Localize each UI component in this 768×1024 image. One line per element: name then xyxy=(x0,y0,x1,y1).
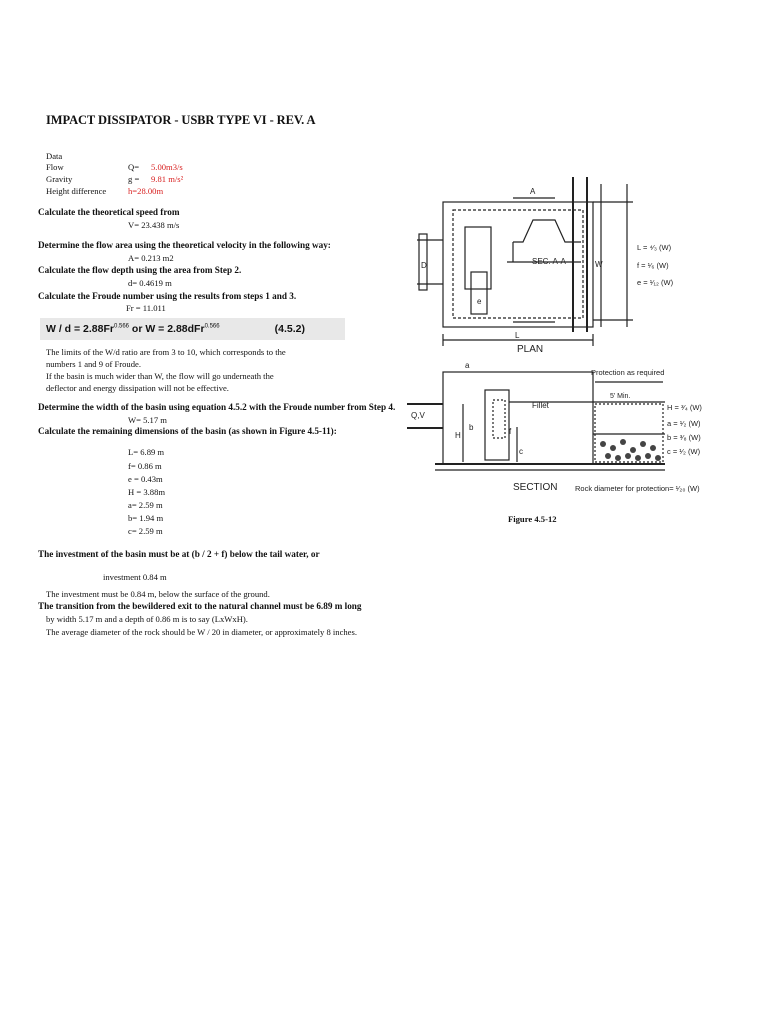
step2-heading: Determine the flow area using the theoretical velocity in the following way: xyxy=(38,240,331,250)
label-e-ratio: e = ¹⁄₁₂ (W) xyxy=(637,278,674,287)
step3-result: d= 0.4619 m xyxy=(128,278,172,288)
dim-l: L= 6.89 m xyxy=(128,447,165,457)
flow-label: Flow xyxy=(46,162,64,172)
gravity-value: 9.81 m/s² xyxy=(151,174,184,184)
figure-caption: Figure 4.5-12 xyxy=(508,514,557,524)
label-c: c xyxy=(519,447,523,456)
step5-result: W= 5.17 m xyxy=(128,415,167,425)
closing-line: The investment must be 0.84 m, below the surface of the ground. xyxy=(46,589,270,599)
label-b-ratio: b = ³⁄₈ (W) xyxy=(667,433,701,442)
gravity-label: Gravity xyxy=(46,174,73,184)
label-e: e xyxy=(477,297,482,306)
label-a-lower: a xyxy=(465,361,470,370)
height-label: Height difference xyxy=(46,186,107,196)
note-line: If the basin is much wider than W, the flow will go underneath the xyxy=(46,371,274,381)
closing-line: The transition from the bewildered exit to the natural channel must be 6.89 m long xyxy=(38,601,362,611)
label-c-ratio: c = ¹⁄₂ (W) xyxy=(667,447,701,456)
label-l-ratio: L = ⁴⁄₃ (W) xyxy=(637,243,672,252)
gravity-symbol: g = xyxy=(128,174,140,184)
dim-f: f= 0.86 m xyxy=(128,461,162,471)
step2-result: A= 0.213 m2 xyxy=(128,253,174,263)
formula-equation: $W / d = 2.88Fr^{0.566}$ or W = 2.88dFr$^{0.566}$ (4.5.2) xyxy=(40,318,345,340)
figure-drawing xyxy=(405,172,710,502)
label-l: L xyxy=(515,331,520,340)
label-fillet: Fillet xyxy=(532,401,549,410)
step4-result: Fr = 11.011 xyxy=(126,303,166,313)
dim-b: b= 1.94 m xyxy=(128,513,164,523)
label-rock: Rock diameter for protection= ¹⁄₂₀ (W) xyxy=(575,484,700,493)
label-h: H xyxy=(455,431,461,440)
investment-heading: The investment of the basin must be at (b / 2 + f) below the tail water, or xyxy=(38,549,320,559)
label-a: A xyxy=(530,187,536,196)
label-d: D xyxy=(421,261,427,270)
label-a-ratio: a = ¹⁄₂ (W) xyxy=(667,419,701,428)
step1-result: V= 23.438 m/s xyxy=(128,220,180,230)
document-title: IMPACT DISSIPATOR - USBR TYPE VI - REV. A xyxy=(46,113,316,127)
label-w: W xyxy=(595,260,603,269)
dim-a: a= 2.59 m xyxy=(128,500,163,510)
label-f: f xyxy=(509,427,512,436)
dim-c: c= 2.59 m xyxy=(128,526,163,536)
figure-4-5-12 xyxy=(405,172,710,507)
formula-reference: (4.5.2) xyxy=(274,323,305,335)
label-sec-aa: SEC. A-A xyxy=(532,257,566,266)
step6-heading: Calculate the remaining dimensions of the basin (as shown in Figure 4.5-11): xyxy=(38,426,337,436)
investment-result: investment 0.84 m xyxy=(103,572,167,582)
label-plan: PLAN xyxy=(517,344,544,355)
note-line: deflector and energy dissipation will not be effective. xyxy=(46,383,229,393)
label-f-ratio: f = ¹⁄₆ (W) xyxy=(637,261,669,270)
note-line: numbers 1 and 9 of Froude. xyxy=(46,359,141,369)
note-line: The limits of the W/d ratio are from 3 to 10, which corresponds to the xyxy=(46,347,286,357)
step4-heading: Calculate the Froude number using the results from steps 1 and 3. xyxy=(38,291,297,301)
label-section: SECTION xyxy=(513,482,558,493)
label-protection: Protection as required xyxy=(591,368,665,377)
dim-e: e = 0.43m xyxy=(128,474,163,484)
closing-line: The average diameter of the rock should be W / 20 in diameter, or approximately 8 inches. xyxy=(46,627,357,637)
step3-heading: Calculate the flow depth using the area from Step 2. xyxy=(38,265,242,275)
closing-line: by width 5.17 m and a depth of 0.86 m is to say (LxWxH). xyxy=(46,614,248,624)
step1-heading: Calculate the theoretical speed from xyxy=(38,207,180,217)
label-min5: 5' Min. xyxy=(610,393,631,400)
label-h-ratio: H = ³⁄₄ (W) xyxy=(667,403,702,412)
height-value: h=28.00m xyxy=(128,186,164,196)
flow-value: 5.00m3/s xyxy=(151,162,183,172)
step5-heading: Determine the width of the basin using equation 4.5.2 with the Froude number from Step 4. xyxy=(38,402,396,412)
dim-h: H = 3.88m xyxy=(128,487,166,497)
section-outline xyxy=(443,372,593,464)
label-qv: Q,V xyxy=(411,411,425,420)
data-label: Data xyxy=(46,151,63,161)
flow-symbol: Q= xyxy=(128,162,140,172)
label-b: b xyxy=(469,423,474,432)
